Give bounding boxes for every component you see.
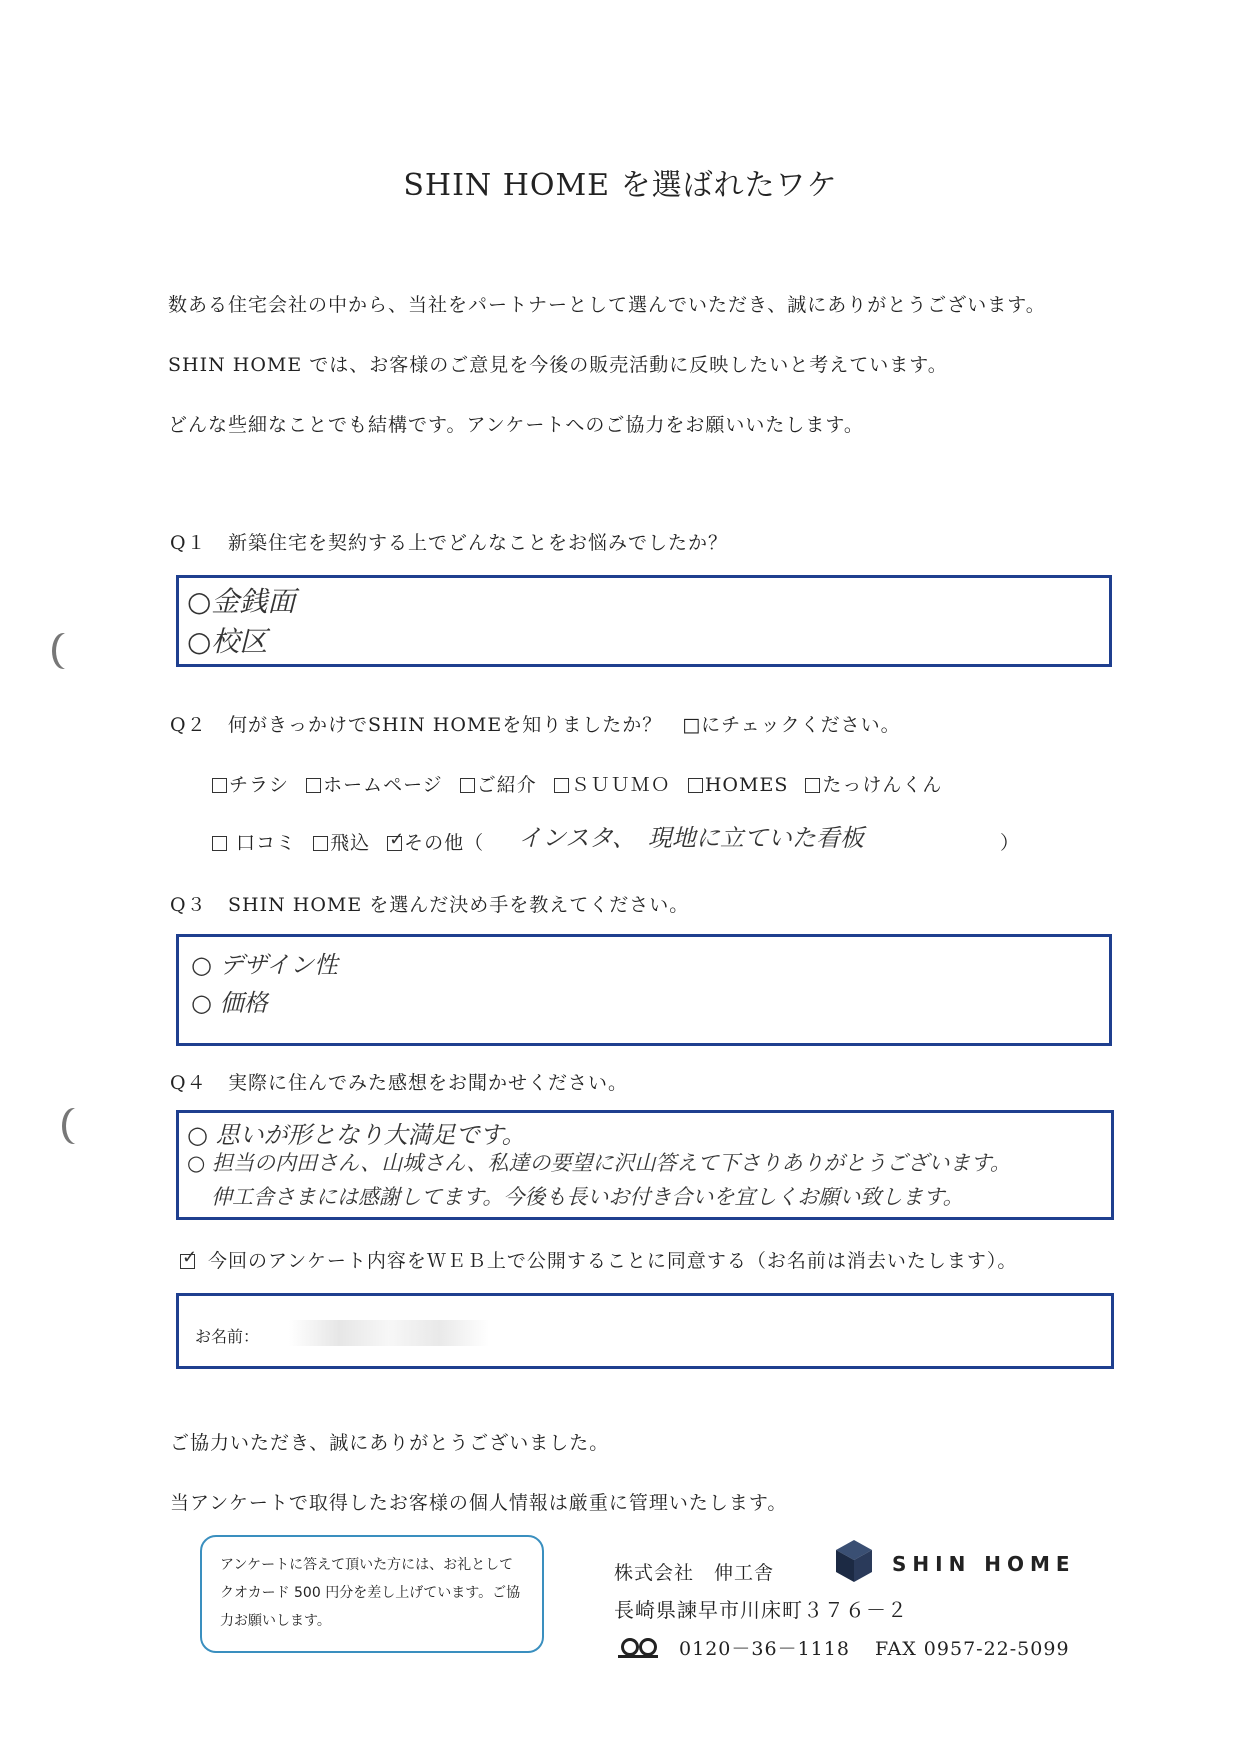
option-takkenkun[interactable]: たっけんくん: [805, 774, 942, 796]
q1-answer-box[interactable]: [176, 575, 1112, 667]
q1-number: Q１: [170, 532, 207, 554]
q4-answer-2: ○ 担当の内田さん、山城さん、私達の要望に沢山答えて下さりありがとうございます。: [187, 1151, 1011, 1175]
q3-question: [170, 890, 689, 917]
name-box[interactable]: [176, 1293, 1114, 1369]
q4-question: [170, 1068, 628, 1095]
q2-question: [170, 710, 901, 737]
checkbox[interactable]: [313, 836, 328, 851]
q4-number: Q４: [170, 1072, 207, 1094]
checkbox[interactable]: [212, 836, 227, 851]
q3-answer-box[interactable]: [176, 934, 1112, 1046]
option-homes[interactable]: HOMES: [688, 774, 789, 796]
q2-other-answer[interactable]: インスタ、 現地に立ていた看板: [518, 824, 864, 852]
option-chirashi[interactable]: チラシ: [212, 774, 289, 796]
q3-text: SHIN HOME を選んだ決め手を教えてください。: [228, 894, 690, 916]
name-label: お名前：: [195, 1327, 260, 1346]
checkbox[interactable]: [805, 778, 820, 793]
q1-answer-2: ○校区: [187, 625, 268, 658]
q3-answer-1: ○ デザイン性: [191, 951, 338, 979]
privacy-text: 当アンケートで取得したお客様の個人情報は厳重に管理いたします。: [170, 1492, 788, 1514]
erased-name: [289, 1320, 489, 1346]
company-address: 長崎県諫早市川床町３７６－２: [614, 1598, 908, 1622]
option-homepage[interactable]: ホームページ: [306, 774, 443, 796]
option-other[interactable]: ✓ その他（: [387, 832, 484, 854]
checkbox[interactable]: [688, 778, 703, 793]
cube-logo-icon: [836, 1540, 872, 1582]
intro-line-2: SHIN HOME では、お客様のご意見を今後の販売活動に反映したいと考えています。: [168, 354, 948, 376]
checkbox[interactable]: [460, 778, 475, 793]
option-shokai[interactable]: ご紹介: [460, 774, 537, 796]
checkbox[interactable]: [306, 778, 321, 793]
logo-text: SHIN HOME: [892, 1552, 1076, 1576]
checkbox[interactable]: [554, 778, 569, 793]
q2-close-paren: ）: [1000, 832, 1021, 854]
option-tobikomi[interactable]: 飛込: [313, 832, 370, 854]
phone-number: 0120－36－1118: [679, 1638, 850, 1660]
freedial-icon: [618, 1635, 658, 1658]
q2-text: 何がきっかけでSHIN HOMEを知りましたか？ □にチェックください。: [228, 714, 901, 736]
q2-number: Q２: [170, 714, 207, 736]
reward-note-box: [200, 1535, 544, 1653]
q1-text: 新築住宅を契約する上でどんなことをお悩みでしたか？: [228, 532, 729, 554]
q1-answer-1: ○金銭面: [187, 585, 296, 618]
q1-question: [170, 528, 728, 555]
checkbox-checked[interactable]: [387, 836, 402, 851]
checkbox[interactable]: [212, 778, 227, 793]
q2-options-row-2: [212, 828, 484, 855]
q3-answer-2: ○ 価格: [191, 989, 268, 1017]
company-name: 株式会社 伸工舎: [614, 1562, 775, 1584]
intro-line-1: 数ある住宅会社の中から、当社をパートナーとして選んでいただき、誠にありがとうございます。: [168, 294, 1046, 316]
fax-number: FAX 0957-22-5099: [874, 1638, 1070, 1660]
intro-line-3: どんな些細なことでも結構です。アンケートへのご協力をお願いいたします。: [168, 414, 864, 436]
consent-row: [180, 1246, 1017, 1273]
consent-checkbox[interactable]: [180, 1254, 195, 1269]
option-suumo[interactable]: ＳＵＵＭＯ: [554, 774, 671, 796]
q4-text: 実際に住んでみた感想をお聞かせください。: [228, 1072, 629, 1094]
q4-answer-3: 伸工舎さまには感謝してます。今後も長いお付き合いを宜しくお願い致します。: [211, 1185, 964, 1209]
consent-text: 今回のアンケート内容をＷＥＢ上で公開することに同意する（お名前は消去いたします）。: [208, 1250, 1018, 1272]
q4-answer-1: ○ 思いが形となり大満足です。: [187, 1121, 526, 1149]
reward-note-text: アンケートに答えて頂いた方には、お礼としてクオカード 500 円分を差し上げています。ご協力お願いします。: [220, 1557, 521, 1629]
thanks-text: ご協力いただき、誠にありがとうございました。: [170, 1432, 610, 1454]
q3-number: Q３: [170, 894, 207, 916]
company-contact: [618, 1634, 1070, 1661]
page-title: SHIN HOME を選ばれたワケ: [403, 168, 838, 203]
option-kuchikomi[interactable]: 口コミ: [212, 832, 296, 854]
q4-answer-box[interactable]: [176, 1110, 1114, 1220]
q2-options-row-1: [212, 770, 942, 797]
punch-hole-mark: [56, 633, 78, 669]
punch-hole-mark: [66, 1108, 88, 1144]
